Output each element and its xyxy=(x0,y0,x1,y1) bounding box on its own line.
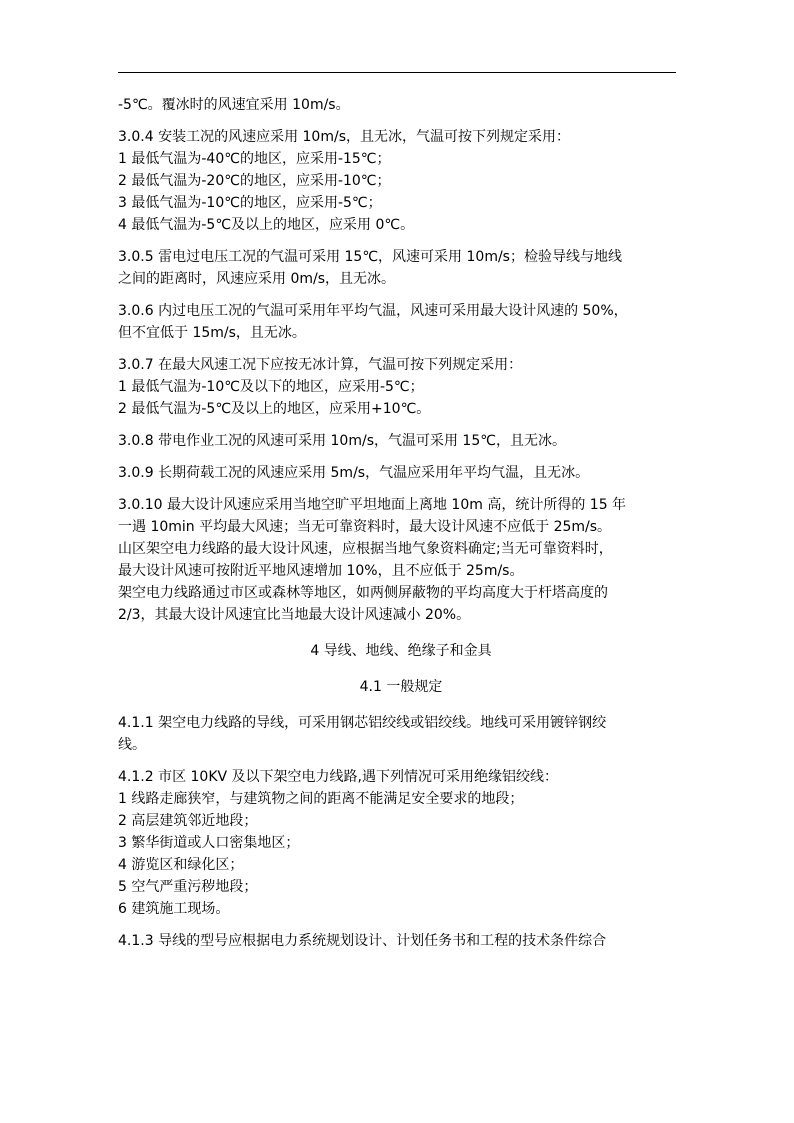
text-line: 架空电力线路通过市区或森林等地区，如两侧屏蔽物的平均高度大于杆塔高度的 xyxy=(118,585,608,601)
text-line: 最大设计风速可按附近平地风速增加 10%，且不应低于 25m/s。 xyxy=(118,563,524,579)
text-line: 之间的距离时，风速应采用 0m/s，且无冰。 xyxy=(118,271,396,287)
paragraph xyxy=(118,300,684,344)
section-title: 4.1 一般规定 xyxy=(359,679,443,695)
text-line: 3.0.8 带电作业工况的风速可采用 10m/s，气温可采用 15℃，且无冰。 xyxy=(118,433,566,449)
text-line: 6 建筑施工现场。 xyxy=(118,901,230,917)
text-line: 1 最低气温为-10℃及以下的地区，应采用-5℃； xyxy=(118,379,424,395)
header-rule xyxy=(118,72,676,73)
paragraph xyxy=(118,246,684,290)
text-line: 4 最低气温为-5℃及以上的地区，应采用 0℃。 xyxy=(118,217,415,233)
text-line: 线。 xyxy=(118,737,146,753)
paragraph xyxy=(118,462,684,484)
section-3-paragraphs xyxy=(118,94,684,626)
section-4-paragraphs xyxy=(118,712,684,952)
paragraph xyxy=(118,94,684,116)
text-line: 3.0.4 安装工况的风速应采用 10m/s，且无冰，气温可按下列规定采用： xyxy=(118,129,570,145)
text-line: 3 最低气温为-10℃的地区，应采用-5℃； xyxy=(118,195,382,211)
text-line: 2/3，其最大设计风速宜比当地最大设计风速减小 20%。 xyxy=(118,607,471,623)
text-line: 山区架空电力线路的最大设计风速，应根据当地气象资料确定;当无可靠资料时， xyxy=(118,541,613,557)
text-line: 3.0.6 内过电压工况的气温可采用年平均气温，风速可采用最大设计风速的 50%， xyxy=(118,303,628,319)
text-line: 4 游览区和绿化区； xyxy=(118,857,244,873)
paragraph xyxy=(118,494,684,626)
text-line: 但不宜低于 15m/s，且无冰。 xyxy=(118,325,306,341)
paragraph xyxy=(118,712,684,756)
paragraph xyxy=(118,766,684,920)
paragraph xyxy=(118,126,684,236)
text-line: 3.0.7 在最大风速工况下应按无冰计算，气温可按下列规定采用： xyxy=(118,357,523,373)
text-line: 4.1.2 市区 10KV 及以下架空电力线路,遇下列情况可采用绝缘铝绞线： xyxy=(118,769,558,785)
text-line: 5 空气严重污秽地段； xyxy=(118,879,258,895)
text-line: 1 最低气温为-40℃的地区，应采用-15℃； xyxy=(118,151,391,167)
paragraph xyxy=(118,430,684,452)
text-line: 2 最低气温为-5℃及以上的地区，应采用+10℃。 xyxy=(118,401,431,417)
text-line: 3.0.5 雷电过电压工况的气温可采用 15℃，风速可采用 10m/s；检验导线与地线 xyxy=(118,249,622,265)
text-line: 4.1.3 导线的型号应根据电力系统规划设计、计划任务书和工程的技术条件综合 xyxy=(118,933,607,949)
text-line: 3 繁华街道或人口密集地区； xyxy=(118,835,300,851)
text-line: -5℃。覆冰时的风速宜采用 10m/s。 xyxy=(118,97,350,113)
text-line: 2 最低气温为-20℃的地区，应采用-10℃； xyxy=(118,173,391,189)
text-line: 4.1.1 架空电力线路的导线，可采用钢芯铝绞线或铝绞线。地线可采用镀锌钢绞 xyxy=(118,715,607,731)
text-line: 3.0.9 长期荷载工况的风速应采用 5m/s，气温应采用年平均气温，且无冰。 xyxy=(118,465,590,481)
text-line: 1 线路走廊狭窄，与建筑物之间的距离不能满足安全要求的地段； xyxy=(118,791,524,807)
paragraph xyxy=(118,354,684,420)
text-line: 一遇 10min 平均最大风速；当无可靠资料时，最大设计风速不应低于 25m/s。 xyxy=(118,519,612,535)
text-line: 3.0.10 最大设计风速应采用当地空旷平坦地面上离地 10m 高，统计所得的 15 年 xyxy=(118,497,627,513)
text-line: 2 高层建筑邻近地段； xyxy=(118,813,258,829)
paragraph xyxy=(118,930,684,952)
page-body xyxy=(118,94,684,962)
chapter-title: 4 导线、地线、绝缘子和金具 xyxy=(310,643,492,659)
